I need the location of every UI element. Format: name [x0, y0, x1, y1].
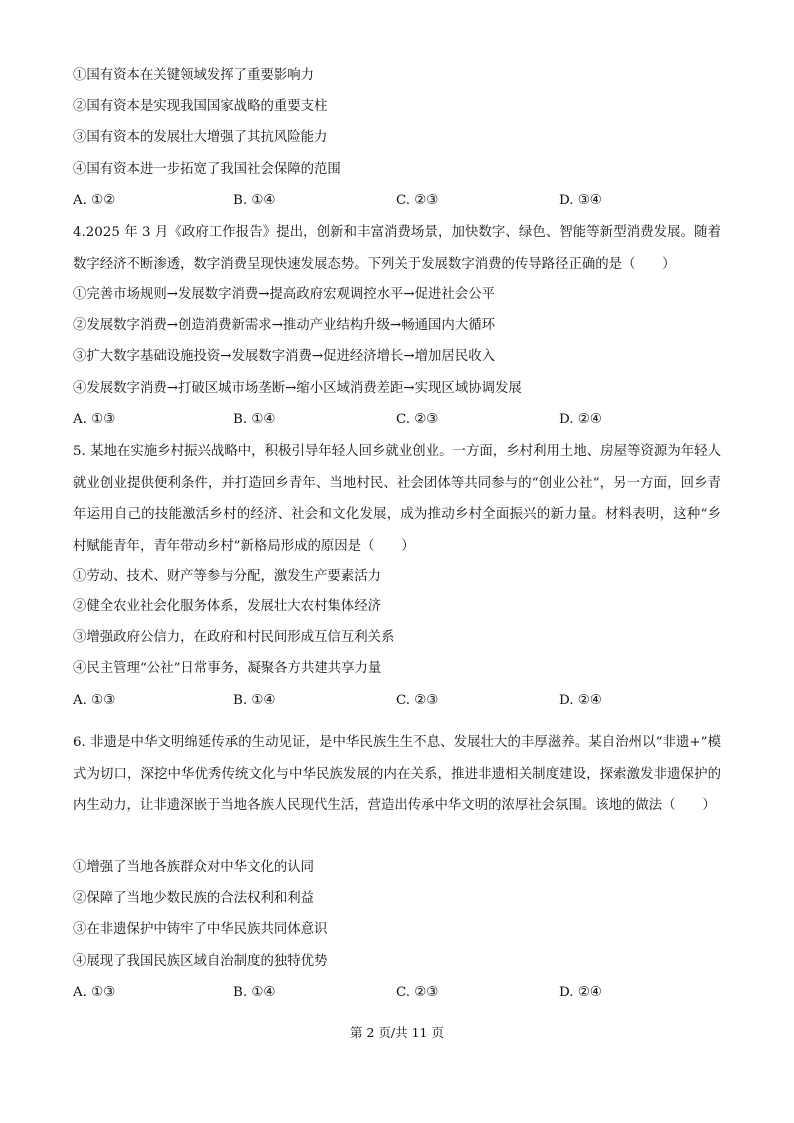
q4-choice-c: C. ②③ — [396, 412, 439, 427]
q3-option-4: ④国有资本进一步拓宽了我国社会保障的范围 — [73, 162, 341, 177]
q5-option-1: ①劳动、技术、财产等参与分配，激发生产要素活力 — [73, 569, 381, 584]
q4-option-3: ③扩大数字基础设施投资→发展数字消费→促进经济增长→增加居民收入 — [73, 349, 495, 364]
q4-choice-b: B. ①④ — [233, 412, 276, 427]
q4-stem: 4.2025 年 3 月《政府工作报告》提出，创新和丰富消费场景，加快数字、绿色、智能等新型消费发展。随着数字经济不断渗透，数字消费呈现快速发展态势。下列关于发展数字消费的传导路径正确的是（ ） — [73, 225, 721, 272]
q6-option-2: ②保障了当地少数民族的合法权利和利益 — [73, 891, 315, 906]
q3-option-3: ③国有资本的发展壮大增强了其抗风险能力 — [73, 130, 328, 145]
q6-option-4: ④展现了我国民族区域自治制度的独特优势 — [73, 954, 328, 969]
q6-choice-b: B. ①④ — [233, 985, 276, 1000]
q6-choice-d: D. ②④ — [559, 985, 602, 1000]
q5-stem: 5. 某地在实施乡村振兴战略中，积极引导年轻人回乡就业创业。一方面，乡村利用土地、房屋等资源为年轻人就业创业提供便利条件，并打造回乡青年、当地村民、社会团体等共同参与的“创业公社”，另一方面，回乡青年运用自己的技能激活乡村的经济、社会和文化发展，成为推动乡村全面振兴的新力量。材料表明，这种“乡村赋能青年，青年带动乡村”新格局形成的原因是（ ） — [73, 444, 721, 554]
q5-option-4: ④民主管理“公社”日常事务，凝聚各方共建共享力量 — [73, 661, 382, 676]
q6-choices — [73, 983, 723, 1003]
q5-choice-d: D. ②④ — [559, 693, 602, 708]
q6-choice-c: C. ②③ — [396, 985, 439, 1000]
q3-choice-c: C. ②③ — [396, 193, 439, 208]
q6-option-1: ①增强了当地各族群众对中华文化的认同 — [73, 860, 315, 875]
q5-choice-a: A. ①③ — [73, 693, 116, 708]
q3-option-1: ①国有资本在关键领域发挥了重要影响力 — [73, 68, 315, 83]
q4-choices — [73, 410, 723, 430]
page-number-footer: 第 2 页/共 11 页 — [350, 1025, 444, 1040]
q5-option-2: ②健全农业社会化服务体系，发展壮大农村集体经济 — [73, 599, 381, 614]
q3-choice-b: B. ①④ — [233, 193, 276, 208]
q6-choice-a: A. ①③ — [73, 985, 116, 1000]
q5-choices — [73, 691, 723, 711]
q5-choice-b: B. ①④ — [233, 693, 276, 708]
q3-choice-a: A. ①② — [73, 193, 116, 208]
q5-option-3: ③增强政府公信力，在政府和村民间形成互信互利关系 — [73, 630, 395, 645]
q3-choices — [73, 191, 723, 211]
q6-stem: 6. 非遗是中华文明绵延传承的生动见证，是中华民族生生不息、发展壮大的丰厚滋养。某自治州以“非遗+”模式为切口，深挖中华优秀传统文化与中华民族发展的内在关系，推进非遗相关制度建设，探索激发非遗保护的内生动力，让非遗深嵌于当地各族人民现代生活，营造出传承中华文明的浓厚社会氛围。该地的做法（ ） — [73, 735, 721, 813]
q4-option-1: ①完善市场规则→发展数字消费→提高政府宏观调控水平→促进社会公平 — [73, 287, 495, 302]
q4-option-4: ④发展数字消费→打破区城市场垄断→缩小区域消费差距→实现区域协调发展 — [73, 381, 522, 396]
q3-option-2: ②国有资本是实现我国国家战略的重要支柱 — [73, 99, 328, 114]
q4-choice-d: D. ②④ — [559, 412, 602, 427]
q5-choice-c: C. ②③ — [396, 693, 439, 708]
q6-option-3: ③在非遗保护中铸牢了中华民族共同体意识 — [73, 922, 328, 937]
q4-choice-a: A. ①③ — [73, 412, 116, 427]
q4-option-2: ②发展数字消费→创造消费新需求→推动产业结构升级→畅通国内大循环 — [73, 318, 495, 333]
q3-choice-d: D. ③④ — [559, 193, 602, 208]
